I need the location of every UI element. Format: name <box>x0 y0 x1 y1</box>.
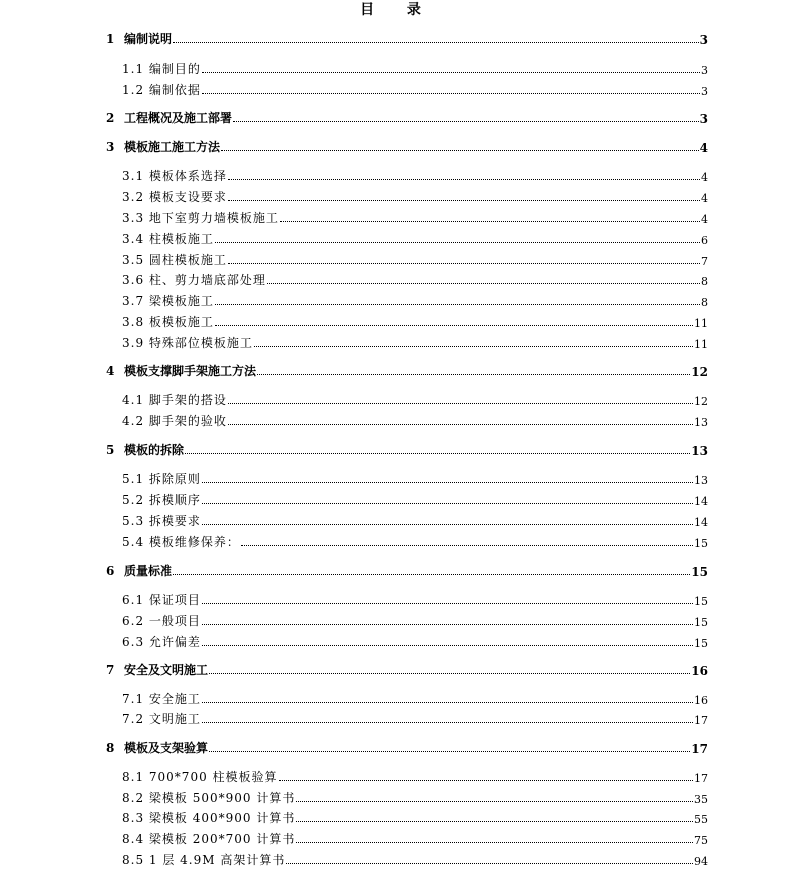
toc-dot-leader <box>233 121 699 122</box>
toc-dot-leader <box>185 453 690 454</box>
toc-section-entry[interactable] <box>122 333 708 351</box>
toc-page-number: 4 <box>701 192 708 205</box>
toc-section-entry[interactable] <box>122 511 708 529</box>
toc-chapter-entry[interactable] <box>106 108 708 126</box>
toc-section-entry[interactable] <box>122 709 708 727</box>
toc-chapter-number: 5 <box>106 443 115 457</box>
toc-section-entry[interactable] <box>122 611 708 629</box>
toc-chapter-entry[interactable] <box>106 738 708 756</box>
toc-entry-label: 8.5 1 层 4.9M 高架计算书 <box>122 853 286 867</box>
toc-entry-label: 6.1 保证项目 <box>122 593 201 607</box>
toc-section-entry[interactable] <box>122 312 708 330</box>
toc-entry-label: 3.5 圆柱模板施工 <box>122 253 227 267</box>
toc-chapter-title: 模板的拆除 <box>124 443 185 457</box>
toc-section-entry[interactable] <box>122 532 708 550</box>
toc-page-number: 11 <box>694 338 708 351</box>
toc-dot-leader <box>202 603 693 604</box>
toc-dot-leader <box>286 863 693 864</box>
toc-chapter-title: 编制说明 <box>124 32 173 46</box>
toc-dot-leader <box>173 42 699 43</box>
toc-page-number: 4 <box>701 171 708 184</box>
toc-page-number: 11 <box>694 317 708 330</box>
toc-section-entry[interactable] <box>122 270 708 288</box>
toc-page-number: 8 <box>701 296 708 309</box>
toc-page-number: 3 <box>701 85 708 98</box>
toc-dot-leader <box>228 263 700 264</box>
toc-dot-leader <box>202 702 693 703</box>
toc-title: 目 录 <box>360 2 435 18</box>
toc-chapter-title: 模板施工施工方法 <box>124 140 221 154</box>
toc-page-number: 4 <box>699 141 708 155</box>
toc-dot-leader <box>280 221 700 222</box>
toc-section-entry[interactable] <box>122 411 708 429</box>
toc-entry-label <box>106 739 208 756</box>
toc-dot-leader <box>257 374 690 375</box>
toc-page-number: 15 <box>694 637 708 650</box>
toc-dot-leader <box>279 780 693 781</box>
toc-section-entry[interactable] <box>122 80 708 98</box>
toc-page-number: 17 <box>694 772 708 785</box>
toc-chapter-title: 工程概况及施工部署 <box>124 111 233 125</box>
toc-section-entry[interactable] <box>122 590 708 608</box>
toc-dot-leader <box>202 93 700 94</box>
toc-entry-label <box>106 661 208 678</box>
toc-page-number: 15 <box>691 565 708 579</box>
toc-section-entry[interactable] <box>122 166 708 184</box>
toc-page-number: 8 <box>701 275 708 288</box>
toc-page-number: 4 <box>701 213 708 226</box>
toc-entry-label: 8.1 700*700 柱模板验算 <box>122 770 278 784</box>
toc-section-entry[interactable] <box>122 208 708 226</box>
toc-entry-label: 3.6 柱、剪力墙底部处理 <box>122 273 266 287</box>
toc-section-entry[interactable] <box>122 229 708 247</box>
toc-chapter-title: 安全及文明施工 <box>124 663 209 677</box>
toc-chapter-number: 6 <box>106 564 115 578</box>
toc-entry-label: 3.8 板模板施工 <box>122 315 214 329</box>
toc-page-number: 55 <box>694 813 708 826</box>
toc-dot-leader <box>202 482 693 483</box>
toc-page-number: 13 <box>691 444 708 458</box>
toc-entry-label <box>106 30 172 47</box>
toc-chapter-title: 质量标准 <box>124 564 173 578</box>
toc-entry-label: 5.2 拆模顺序 <box>122 493 201 507</box>
toc-page-number: 7 <box>701 255 708 268</box>
toc-dot-leader <box>202 624 693 625</box>
toc-entry-label: 6.2 一般项目 <box>122 614 201 628</box>
toc-page-number: 94 <box>694 855 708 868</box>
toc-dot-leader <box>202 524 693 525</box>
toc-chapter-entry[interactable] <box>106 660 708 678</box>
toc-page-number: 3 <box>699 112 708 126</box>
toc-dot-leader <box>228 424 693 425</box>
toc-page-number: 15 <box>694 595 708 608</box>
toc-page-number: 75 <box>694 834 708 847</box>
toc-section-entry[interactable] <box>122 829 708 847</box>
toc-chapter-entry[interactable] <box>106 440 708 458</box>
toc-entry-label: 7.2 文明施工 <box>122 712 201 726</box>
toc-entry-label: 5.4 模板维修保养： <box>122 535 240 549</box>
toc-section-entry[interactable] <box>122 767 708 785</box>
toc-dot-leader <box>173 574 690 575</box>
toc-page-number: 17 <box>691 742 708 756</box>
toc-page-number: 12 <box>691 365 708 379</box>
toc-chapter-number: 2 <box>106 111 115 125</box>
toc-page-number: 35 <box>694 793 708 806</box>
toc-chapter-entry[interactable] <box>106 137 708 155</box>
toc-dot-leader <box>202 72 700 73</box>
toc-section-entry[interactable] <box>122 469 708 487</box>
toc-page-number: 16 <box>691 664 708 678</box>
toc-dot-leader <box>221 150 699 151</box>
toc-section-entry[interactable] <box>122 808 708 826</box>
toc-entry-label: 1.2 编制依据 <box>122 83 201 97</box>
toc-entry-label <box>106 441 184 458</box>
toc-chapter-number: 1 <box>106 32 115 46</box>
toc-section-entry[interactable] <box>122 788 708 806</box>
toc-entry-label: 3.4 柱模板施工 <box>122 232 214 246</box>
toc-entry-label <box>106 138 220 155</box>
toc-chapter-entry[interactable] <box>106 561 708 579</box>
toc-chapter-number: 7 <box>106 663 115 677</box>
toc-section-entry[interactable] <box>122 689 708 707</box>
toc-entry-label: 1.1 编制目的 <box>122 62 201 76</box>
toc-entry-label: 3.2 模板支设要求 <box>122 190 227 204</box>
toc-section-entry[interactable] <box>122 490 708 508</box>
toc-dot-leader <box>228 200 700 201</box>
toc-entry-label: 4.2 脚手架的验收 <box>122 414 227 428</box>
toc-entry-label: 5.3 拆模要求 <box>122 514 201 528</box>
toc-section-entry[interactable] <box>122 632 708 650</box>
toc-dot-leader <box>202 645 693 646</box>
toc-entry-label: 8.2 梁模板 500*900 计算书 <box>122 791 296 805</box>
toc-dot-leader <box>202 722 693 723</box>
toc-dot-leader <box>209 751 690 752</box>
toc-dot-leader <box>228 403 693 404</box>
toc-dot-leader <box>296 801 693 802</box>
toc-dot-leader <box>228 179 700 180</box>
toc-chapter-number: 4 <box>106 364 115 378</box>
toc-page-number: 15 <box>694 537 708 550</box>
toc-section-entry[interactable] <box>122 187 708 205</box>
toc-page-number: 14 <box>694 495 708 508</box>
toc-dot-leader <box>296 842 693 843</box>
toc-section-entry[interactable] <box>122 390 708 408</box>
toc-chapter-number: 8 <box>106 741 115 755</box>
toc-chapter-number: 3 <box>106 140 115 154</box>
toc-entry-label: 5.1 拆除原则 <box>122 472 201 486</box>
toc-dot-leader <box>241 545 693 546</box>
toc-dot-leader <box>215 242 700 243</box>
toc-dot-leader <box>267 283 700 284</box>
toc-section-entry[interactable] <box>122 59 708 77</box>
toc-page-number: 12 <box>694 395 708 408</box>
toc-entry-label: 8.3 梁模板 400*900 计算书 <box>122 811 296 825</box>
toc-section-entry[interactable] <box>122 291 708 309</box>
toc-dot-leader <box>254 346 693 347</box>
toc-chapter-entry[interactable] <box>106 361 708 379</box>
toc-entry-label <box>106 109 232 126</box>
toc-dot-leader <box>215 325 693 326</box>
toc-dot-leader <box>296 821 693 822</box>
toc-entry-label: 4.1 脚手架的搭设 <box>122 393 227 407</box>
toc-section-entry[interactable] <box>122 850 708 868</box>
toc-section-entry[interactable] <box>122 250 708 268</box>
toc-chapter-title: 模板及支架验算 <box>124 741 209 755</box>
toc-page-number: 16 <box>694 694 708 707</box>
toc-dot-leader <box>215 304 700 305</box>
toc-page-number: 13 <box>694 416 708 429</box>
toc-entry-label: 3.3 地下室剪力墙模板施工 <box>122 211 279 225</box>
toc-entry-label: 8.4 梁模板 200*700 计算书 <box>122 832 296 846</box>
toc-entry-label: 3.7 梁模板施工 <box>122 294 214 308</box>
toc-entry-label <box>106 562 172 579</box>
toc-entry-label: 3.9 特殊部位模板施工 <box>122 336 253 350</box>
toc-page-number: 15 <box>694 616 708 629</box>
toc-page-number: 3 <box>699 33 708 47</box>
toc-page-number: 6 <box>701 234 708 247</box>
toc-entry-label: 6.3 允许偏差 <box>122 635 201 649</box>
toc-entry-label: 3.1 模板体系选择 <box>122 169 227 183</box>
toc-entry-label: 7.1 安全施工 <box>122 692 201 706</box>
toc-entry-label <box>106 362 256 379</box>
toc-page-number: 3 <box>701 64 708 77</box>
toc-chapter-title: 模板支撑脚手架施工方法 <box>124 364 257 378</box>
toc-dot-leader <box>209 673 690 674</box>
toc-page-number: 13 <box>694 474 708 487</box>
toc-page-number: 17 <box>694 714 708 727</box>
toc-chapter-entry[interactable] <box>106 29 708 47</box>
toc-dot-leader <box>202 503 693 504</box>
toc-page-number: 14 <box>694 516 708 529</box>
